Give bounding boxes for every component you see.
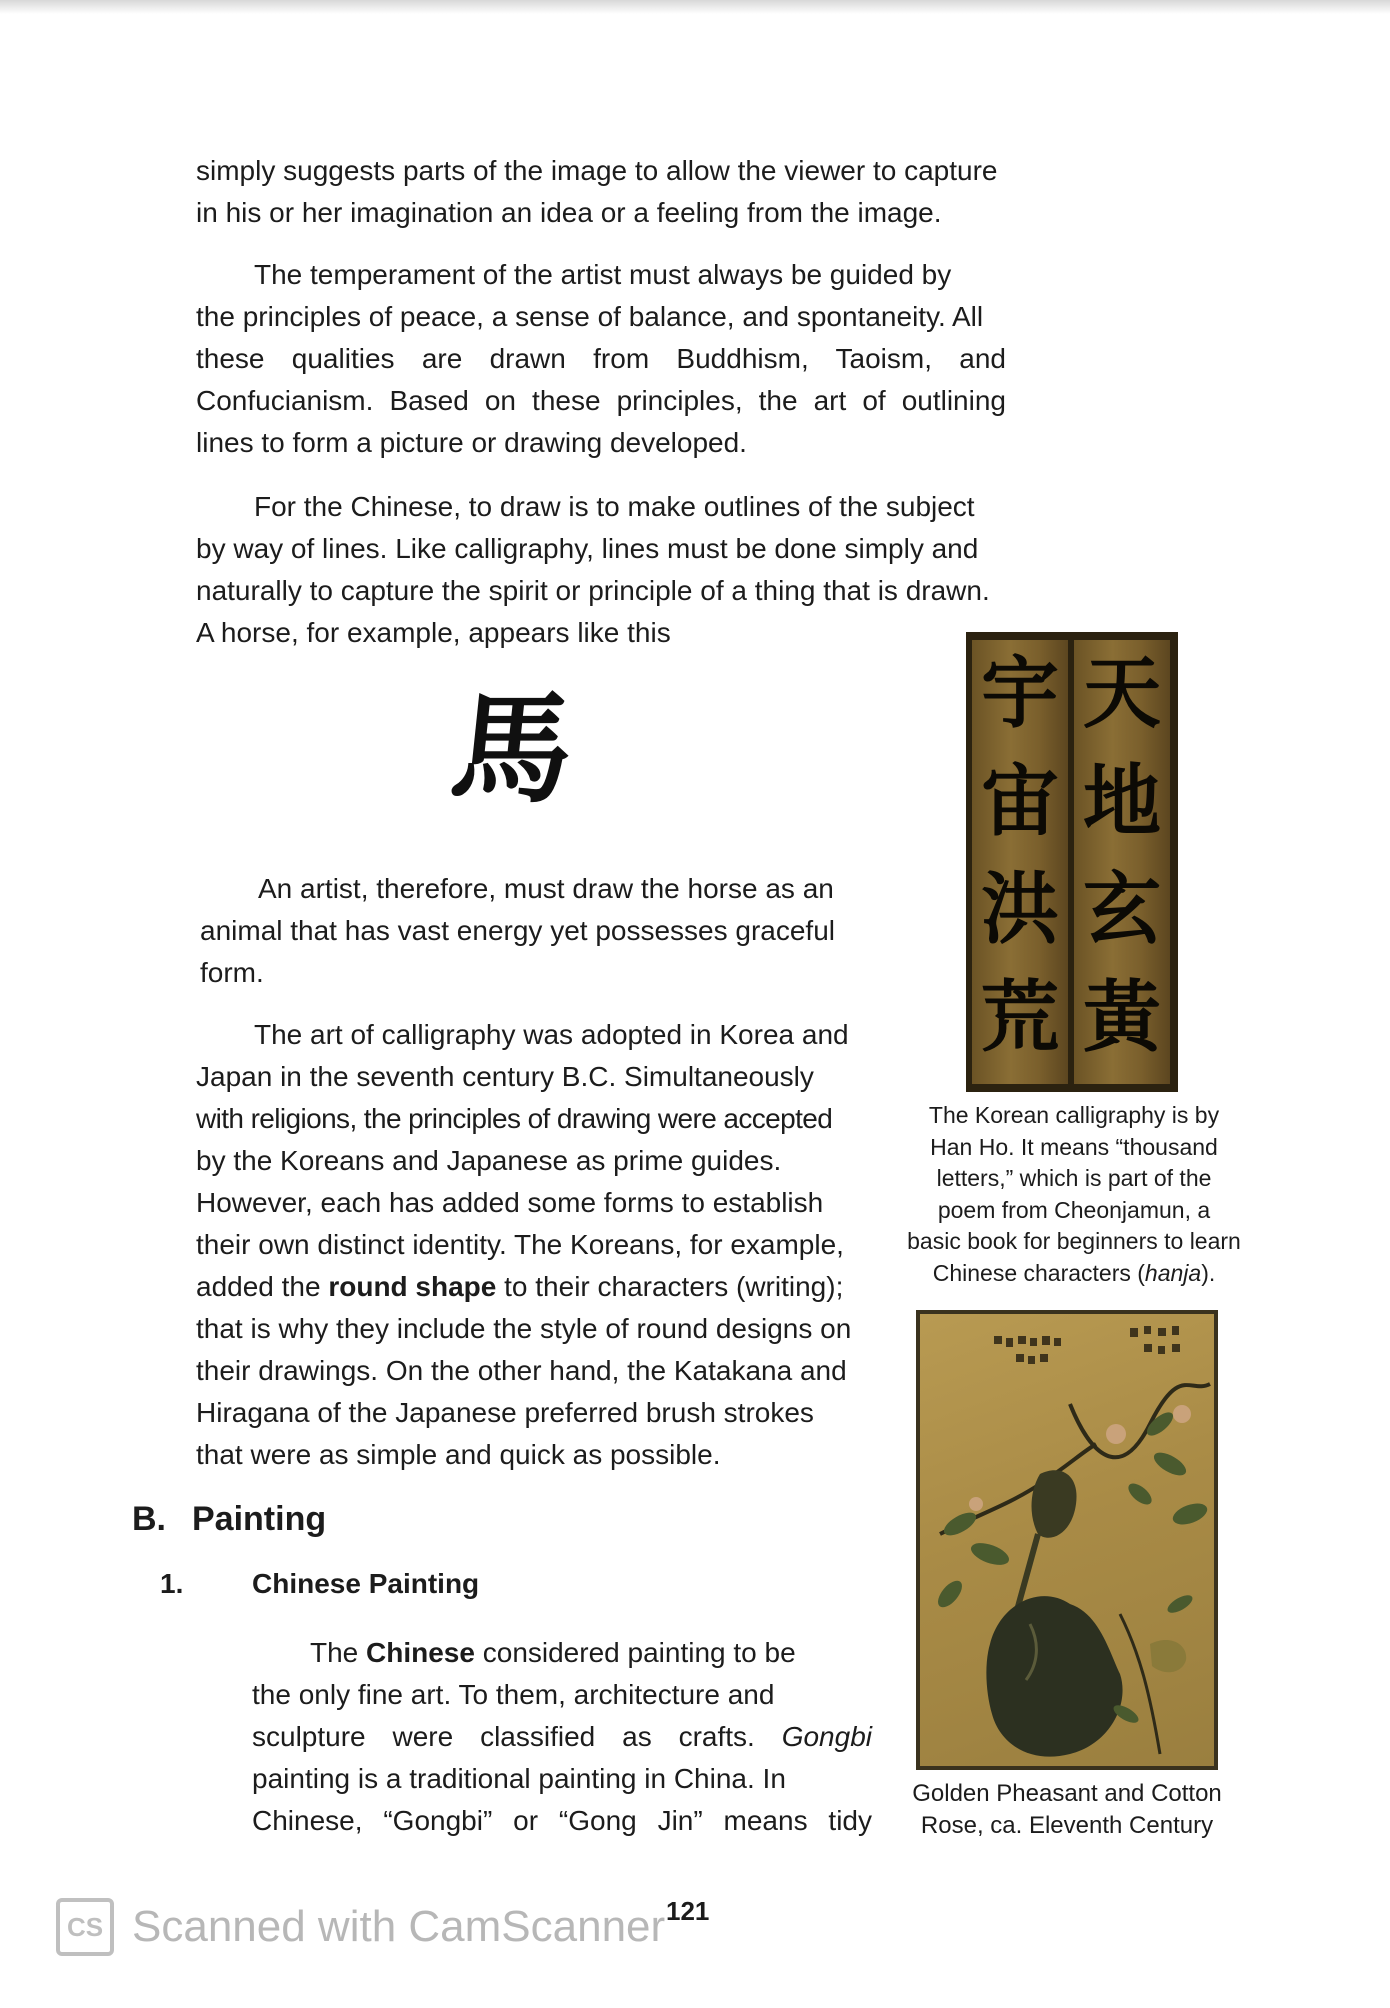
text-line: naturally to capture the spirit or principle of a thing that is drawn. (196, 575, 990, 606)
paragraph-artist-temperament (196, 254, 1006, 464)
section-title: Painting (192, 1500, 327, 1538)
text-line: However, each has added some forms to establish (196, 1187, 824, 1218)
text-run: considered painting to be (474, 1637, 796, 1668)
text-line: Chinese, “Gongbi” or “Gong Jin” means tidy (252, 1805, 872, 1836)
paragraph-chinese-painting (252, 1632, 872, 1842)
page-number: 121 (666, 1896, 710, 1926)
text-line (252, 1716, 872, 1758)
text-line: The art of calligraphy was adopted in Korea and (254, 1019, 849, 1050)
text-line: in his or her imagination an idea or a feeling from the image. (196, 197, 942, 228)
text-run: The (310, 1637, 367, 1668)
text-line: that were as simple and quick as possible. (196, 1439, 721, 1470)
italic-term-hanja: hanja (1144, 1259, 1202, 1286)
text-run: sculpture were classified as crafts. (252, 1721, 782, 1752)
text-line: that is why they include the style of round designs on (196, 1313, 852, 1344)
text-line: The temperament of the artist must always be guided by (254, 259, 952, 290)
calligraphy-scroll-left (972, 640, 1068, 1084)
text-run: ). (1201, 1259, 1216, 1286)
camscanner-watermark (56, 1898, 665, 1956)
subsection-title: Chinese Painting (252, 1568, 480, 1599)
paragraph-horse-energy (200, 868, 870, 994)
caption-line: Han Ho. It means “thousand (930, 1133, 1218, 1160)
text-line: lines to form a picture or drawing developed. (196, 427, 747, 458)
text-line: Confucianism. Based on these principles, the art of outlining (196, 385, 1006, 416)
watermark-text: Scanned with CamScanner (132, 1902, 666, 1951)
text-line (252, 1632, 872, 1674)
paragraph-image-suggestion (196, 150, 1006, 234)
calligraphy-character: 荒 (980, 972, 1059, 1063)
text-line: with religions, the principles of drawing were accepted (196, 1103, 833, 1134)
text-line: simply suggests parts of the image to allow the viewer to capture (196, 155, 998, 186)
text-line: their own distinct identity. The Koreans, for example, (196, 1229, 844, 1260)
caption-line: letters,” which is part of the (936, 1165, 1212, 1191)
calligraphy-character: 黃 (1082, 972, 1161, 1063)
paragraph-korea-japan (196, 1014, 870, 1476)
text-line: Japan in the seventh century B.C. Simultaneously (196, 1061, 814, 1092)
calligraphy-character: 洪 (980, 864, 1059, 955)
scan-edge-shadow (0, 0, 1390, 14)
calligraphy-character: 宇 (980, 648, 1059, 739)
golden-pheasant-painting-image (916, 1310, 1218, 1770)
text-line: Hiragana of the Japanese preferred brush strokes (196, 1397, 814, 1428)
text-line: For the Chinese, to draw is to make outlines of the subject (254, 491, 975, 522)
caption-line: The Korean calligraphy is by (928, 1102, 1220, 1128)
caption-line: poem from Cheonjamun, a (937, 1196, 1211, 1223)
calligraphy-character: 天 (1082, 648, 1161, 739)
text-line: the only fine art. To them, architecture and (252, 1679, 775, 1710)
text-line: painting is a traditional painting in China. In (252, 1763, 786, 1794)
calligraphy-character: 地 (1082, 756, 1161, 847)
caption-line: Golden Pheasant and Cotton (912, 1780, 1222, 1807)
paragraph-chinese-drawing (196, 486, 1006, 654)
italic-term-gongbi: Gongbi (781, 1721, 872, 1752)
text-line: A horse, for example, appears like this (196, 617, 671, 648)
korean-calligraphy-image (966, 632, 1178, 1092)
section-letter: B. (132, 1500, 166, 1538)
painting-illustration (920, 1314, 1214, 1766)
text-line: animal that has vast energy yet possesses graceful (200, 915, 836, 946)
text-line: by the Koreans and Japanese as prime guides. (196, 1145, 782, 1176)
text-line: these qualities are drawn from Buddhism, Taoism, and (196, 343, 1006, 374)
horse-character-image: 馬 (444, 679, 580, 820)
caption-line: basic book for beginners to learn (907, 1228, 1241, 1254)
section-heading (132, 1500, 326, 1539)
text-run: to their characters (writing); (496, 1271, 844, 1302)
bold-term-round-shape: round shape (328, 1271, 497, 1302)
text-line: form. (200, 957, 264, 988)
caption-line: Rose, ca. Eleventh Century (920, 1812, 1214, 1839)
calligraphy-scroll-right (1074, 640, 1170, 1084)
calligraphy-character: 宙 (980, 756, 1059, 847)
text-line (196, 1266, 870, 1308)
caption-line (886, 1258, 1262, 1290)
subsection-heading (160, 1568, 479, 1600)
text-line: An artist, therefore, must draw the horse as an (258, 873, 834, 904)
text-run: Chinese characters ( (932, 1259, 1145, 1286)
text-run: added the (196, 1271, 329, 1302)
camscanner-logo-icon: CS (56, 1898, 114, 1956)
calligraphy-character: 玄 (1082, 864, 1161, 955)
text-line: the principles of peace, a sense of balance, and spontaneity. All (196, 301, 984, 332)
subsection-number: 1. (160, 1568, 184, 1599)
calligraphy-caption (886, 1100, 1262, 1289)
painting-caption (892, 1778, 1242, 1842)
text-line: by way of lines. Like calligraphy, lines must be done simply and (196, 533, 979, 564)
text-line: their drawings. On the other hand, the Katakana and (196, 1355, 847, 1386)
bold-term-chinese: Chinese (366, 1637, 475, 1668)
